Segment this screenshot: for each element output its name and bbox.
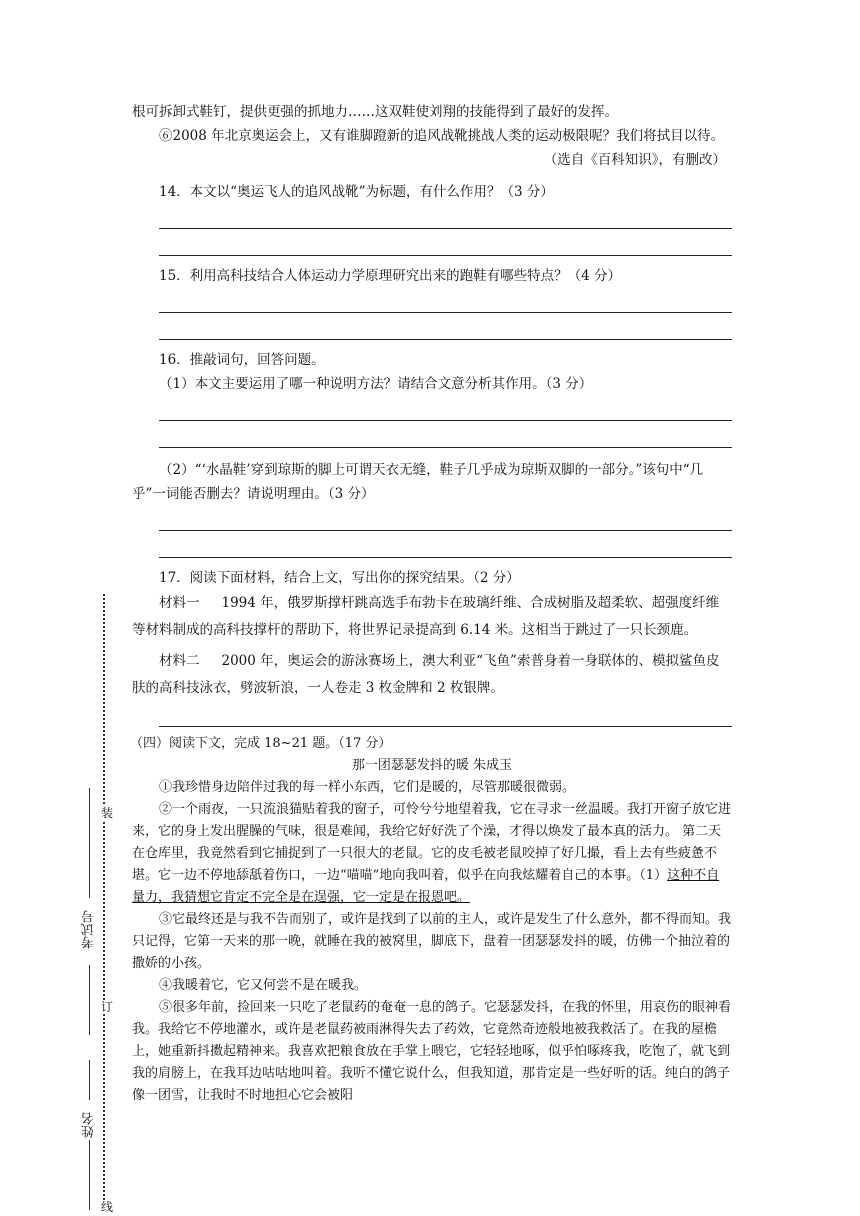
source-citation: （选自《百科知识》，有删改）	[543, 152, 726, 168]
name-fill-line-upper	[89, 1060, 90, 1100]
name-label: 姓名	[82, 1112, 97, 1138]
article-title: 那一团瑟瑟发抖的暖 朱成玉	[351, 758, 513, 773]
binding-char-zhuang: 装	[101, 806, 114, 820]
binding-char-ding: 订	[101, 1000, 114, 1014]
exam-no-fill-line-lower	[89, 965, 90, 1035]
reading-section-4	[132, 733, 732, 1107]
passage-paragraph-6: ⑥2008 年北京奥运会上，又有谁脚蹬新的追风战靴挑战人类的运动极限呢？我们将拭目以待。	[159, 128, 725, 144]
article-paragraph-5: ⑤很多年前，捡回来一只吃了老鼠药的奄奄一息的鸽子。它瑟瑟发抖，在我的怀里，用哀伤的眼神看我。我给它不停地灌水，或许是老鼠药被雨淋得失去了药效，它竟然奇迹般地被我救活了。在我的屋檐上，她重新抖擞起精神来。我喜欢把粮食放在手掌上喂它，它轻轻地啄，似乎怕啄疼我，吃饱了，就飞到我的肩膀上，在我耳边咕咕地叫着。我听不懂它说什么，但我知道，那肯定是一些好听的话。纯白的鸽子像一团雪，让我时不时地担心它会被阳	[132, 1000, 732, 1103]
material-2	[132, 648, 732, 702]
exam-page-content	[132, 100, 732, 1107]
exam-no-fill-line-upper	[89, 788, 90, 898]
binding-char-xian: 线	[101, 1200, 114, 1214]
binding-dotted-line	[103, 594, 105, 1204]
question-17: 17．阅读下面材料，结合上文，写出你的探究结果。（2 分）	[159, 570, 520, 586]
section-4-header: （四）阅读下文，完成 18~21 题。（17 分）	[130, 736, 392, 751]
question-16: 16．推敲词句，回答问题。	[159, 352, 325, 368]
answer-line-16-2-1[interactable]	[159, 530, 732, 531]
answer-line-16-2-2[interactable]	[159, 557, 732, 558]
material-1-text: 1994 年，俄罗斯撑杆跳高选手布勃卡在玻璃纤维、合成树脂及超柔软、超强度纤维等材料制成的高科技撑杆的帮助下，将世界记录提高到 6.14 米。这相当于跳过了一只长颈鹿。	[132, 595, 720, 638]
answer-line-17[interactable]	[159, 726, 732, 727]
passage-continuation: 根可拆卸式鞋钉，提供更强的抓地力……这双鞋使刘翔的技能得到了最好的发挥。	[132, 104, 618, 120]
answer-line-14-1[interactable]	[159, 228, 732, 229]
article-paragraph-3: ③它最终还是与我不告而别了，或许是找到了以前的主人，或许是发生了什么意外，都不得而知。我只记得，它第一天来的那一晚，就睡在我的被窝里，脚底下，盘着一团瑟瑟发抖的暖，仿佛一个抽泣着的撒娇的小孩。	[132, 912, 732, 971]
name-fill-line-lower	[89, 1140, 90, 1210]
question-15: 15．利用高科技结合人体运动力学原理研究出来的跑鞋有哪些特点？（4 分）	[159, 268, 622, 284]
article-paragraph-1: ①我珍惜身边陪伴过我的每一样小东西，它们是暖的，尽管那暖很微弱。	[159, 780, 576, 795]
answer-line-14-2[interactable]	[159, 255, 732, 256]
question-16-1: （1）本文主要运用了哪一种说明方法？请结合文意分析其作用。（3 分）	[159, 376, 593, 392]
material-2-text: 2000 年，奥运会的游泳赛场上，澳大利亚“飞鱼”索普身着一身联体的、模拟鲨鱼皮肤的高科技泳衣，劈波斩浪，一人卷走 3 枚金牌和 2 枚银牌。	[132, 653, 720, 696]
article-paragraph-2	[132, 799, 732, 909]
material-1	[132, 590, 732, 644]
article-paragraph-4: ④我暖着它，它又何尝不是在暖我。	[159, 978, 368, 993]
article-paragraph-2-text: ②一个雨夜，一只流浪猫贴着我的窗子，可怜兮兮地望着我，它在寻求一丝温暖。我打开窗子放它进来，它的身上发出腥臊的气味，很是难闻，我给它好好洗了个澡，才得以焕发了最本真的活力。 第二天在仓库里，我竟然看到它捕捉到了一只很大的老鼠。它的皮毛被老鼠咬掉了好几撮，看上去有些疲惫不堪。它一边不停地舔舐着伤口，一边“喵喵”地向我叫着，似乎在向我炫耀着自己的本事。（1）	[132, 802, 732, 883]
answer-line-15-2[interactable]	[159, 339, 732, 340]
answer-line-15-1[interactable]	[159, 312, 732, 313]
material-1-label: 材料一	[159, 595, 200, 611]
question-16-2: （2）“‘水晶鞋’穿到琼斯的脚上可谓天衣无缝，鞋子几乎成为琼斯双脚的一部分。”该句中“几乎”一词能否删去？请说明理由。（3 分）	[132, 462, 704, 502]
answer-line-16-1-2[interactable]	[159, 447, 732, 448]
exam-number-label: 考试号	[82, 910, 97, 949]
material-2-label: 材料二	[159, 653, 200, 669]
answer-line-16-1-1[interactable]	[159, 420, 732, 421]
question-14: 14．本文以“奥运飞人的追风战靴”为标题，有什么作用？（3 分）	[159, 184, 554, 200]
underlined-sentence-1: 这种不自量力，我猜想它肯定不完全是在逞强，它一定是在报恩吧。	[132, 868, 720, 905]
